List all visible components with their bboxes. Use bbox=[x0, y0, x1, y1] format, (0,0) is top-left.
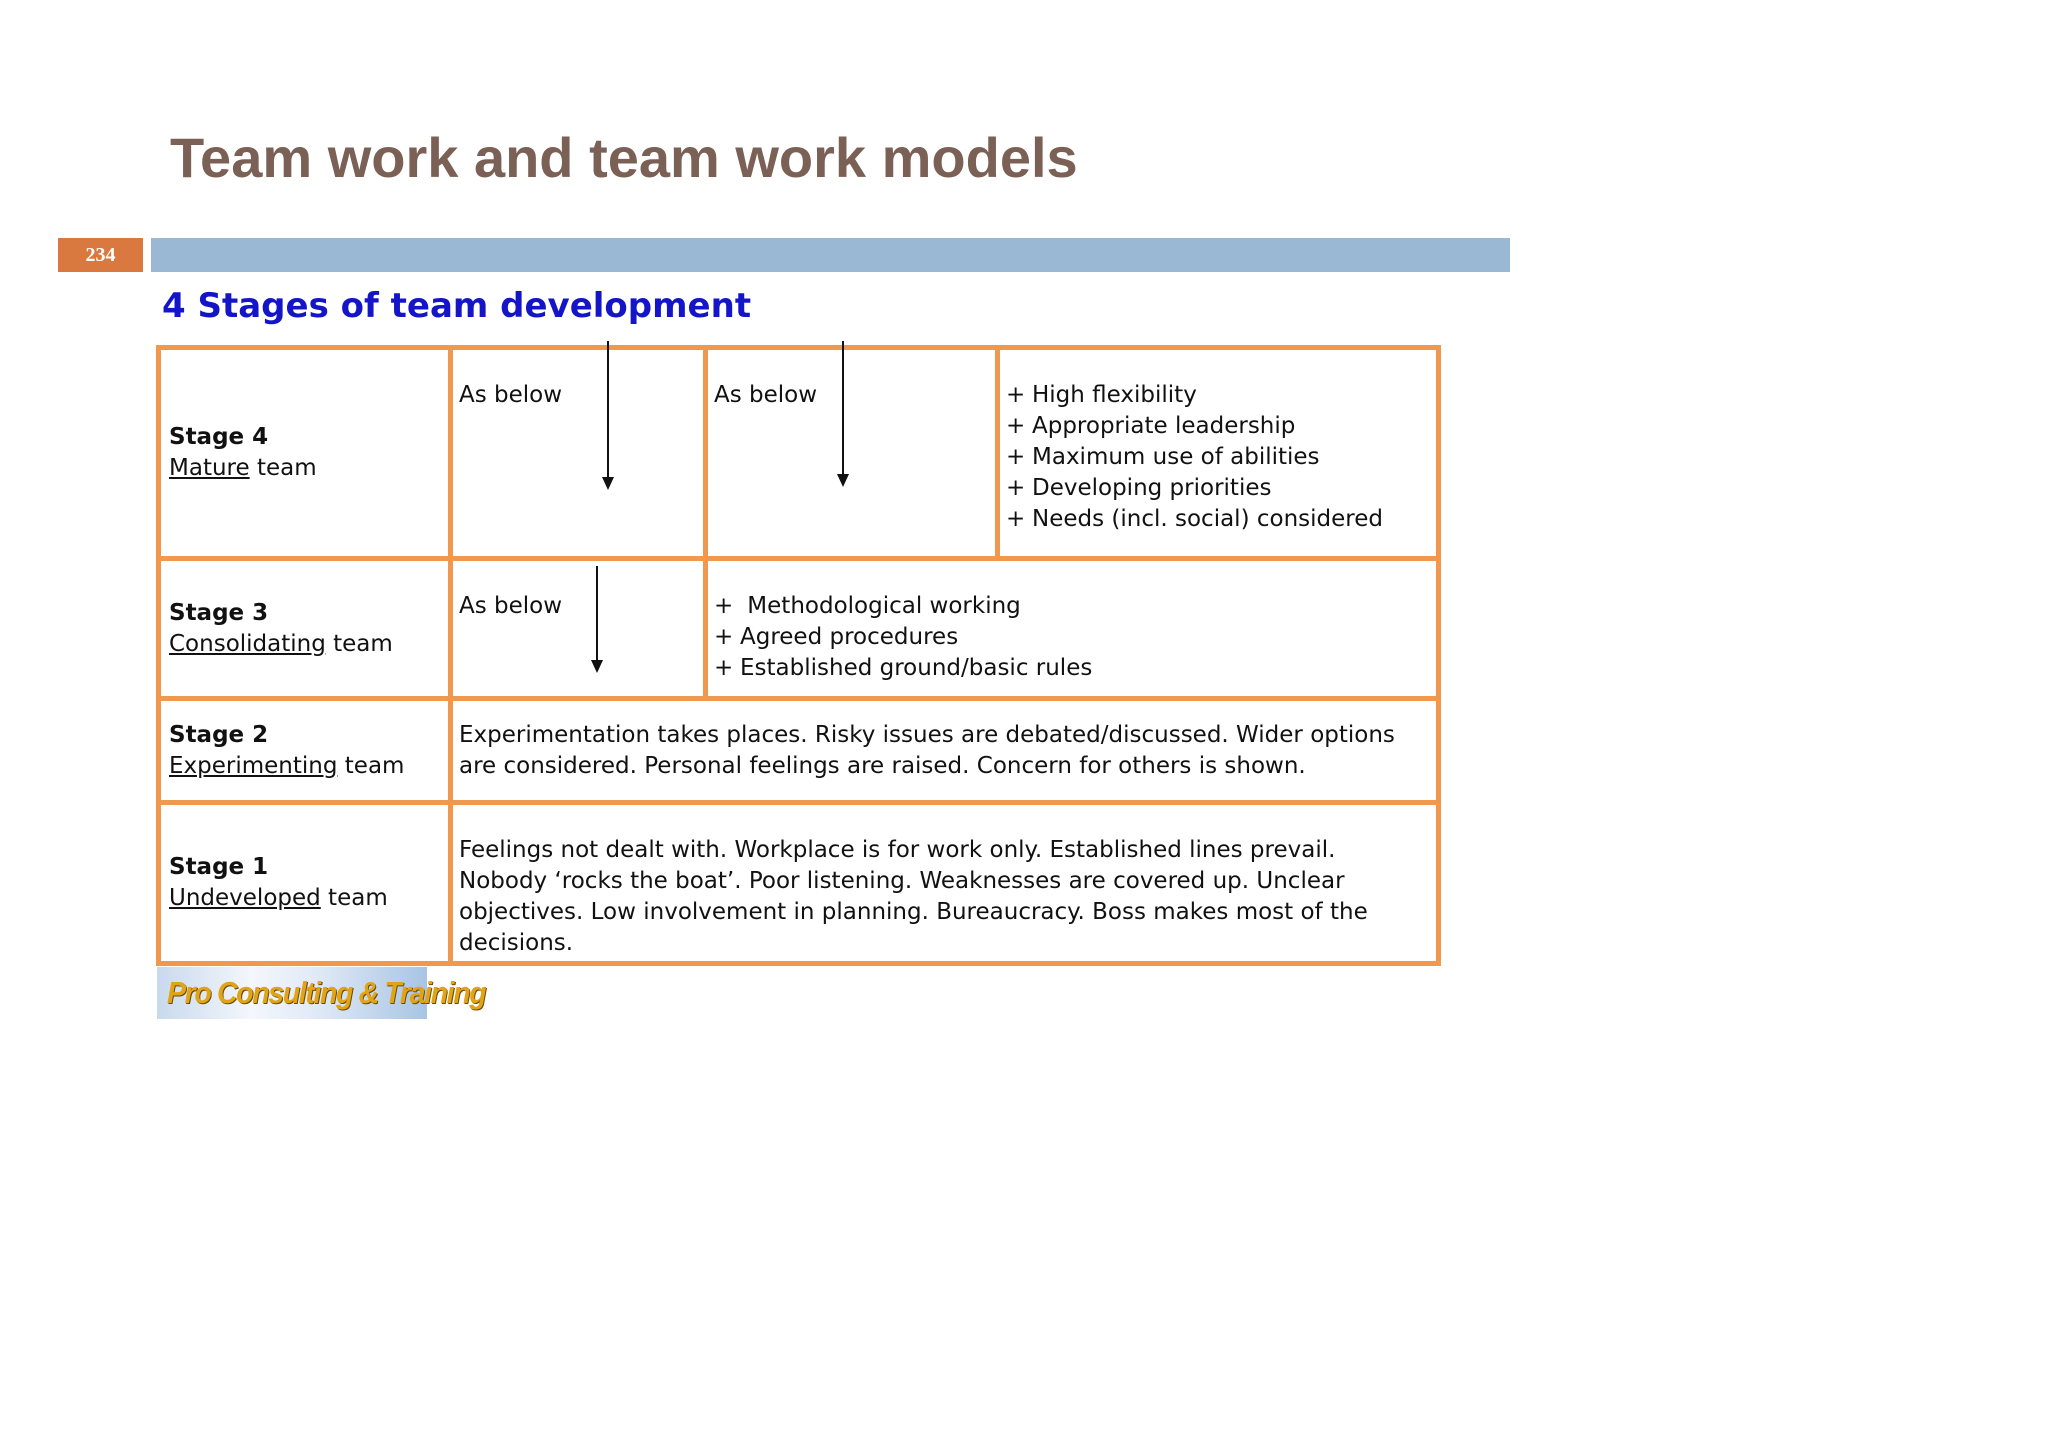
list-item bbox=[1006, 411, 1430, 442]
stage-label-cell bbox=[159, 348, 451, 559]
list-item bbox=[1006, 473, 1430, 504]
list-item bbox=[1006, 380, 1430, 411]
down-arrow-icon bbox=[600, 341, 616, 491]
list-item-text: Maximum use of abilities bbox=[1032, 444, 1320, 470]
table-row-stage-4 bbox=[159, 348, 1439, 559]
stage-3-traits-cell bbox=[706, 559, 1439, 699]
stage-type-word: Mature bbox=[169, 455, 250, 481]
table-row-stage-1 bbox=[159, 803, 1439, 964]
stage-type-suffix: team bbox=[337, 752, 405, 779]
as-below-text: As below bbox=[714, 382, 818, 408]
plus-icon: + bbox=[714, 655, 734, 681]
list-item-text: High flexibility bbox=[1032, 382, 1197, 408]
logo-text: Pro Consulting & Training bbox=[167, 975, 486, 1010]
header-bar bbox=[151, 238, 1510, 272]
as-below-cell bbox=[451, 348, 706, 559]
table-row-stage-3 bbox=[159, 559, 1439, 699]
page-number-badge: 234 bbox=[58, 238, 143, 272]
list-item bbox=[1006, 504, 1430, 535]
stage-label-cell bbox=[159, 699, 451, 803]
plus-icon: + bbox=[1006, 444, 1026, 470]
list-item-text: Appropriate leadership bbox=[1032, 413, 1296, 439]
stage-label-cell bbox=[159, 803, 451, 964]
down-arrow-icon bbox=[835, 341, 851, 491]
list-item-text: Needs (incl. social) considered bbox=[1032, 506, 1383, 532]
table-row-stage-2 bbox=[159, 699, 1439, 803]
stage-2-description-cell bbox=[451, 699, 1439, 803]
stage-type bbox=[169, 453, 448, 484]
list-item bbox=[1006, 442, 1430, 473]
stage-type bbox=[169, 751, 448, 782]
stage-name: Stage 4 bbox=[169, 424, 269, 450]
list-item bbox=[714, 591, 1430, 622]
stages-table bbox=[156, 345, 1441, 966]
plus-icon: + bbox=[714, 593, 734, 619]
plus-icon: + bbox=[1006, 382, 1026, 408]
stage-type-suffix: team bbox=[249, 455, 317, 481]
stage-name: Stage 2 bbox=[169, 721, 269, 748]
stage-label-cell bbox=[159, 559, 451, 699]
list-item-text: Established ground/basic rules bbox=[740, 655, 1093, 681]
stage-1-description-cell bbox=[451, 803, 1439, 964]
stage-type-word: Experimenting bbox=[169, 752, 338, 779]
list-item bbox=[714, 622, 1430, 653]
stage-2-description: Experimentation takes places. Risky issues are debated/discussed. Wider options are considered. Personal feelings are raised. Concern for others is shown. bbox=[459, 721, 1395, 779]
stage-name: Stage 3 bbox=[169, 599, 269, 626]
stage-type-word: Consolidating bbox=[169, 630, 326, 657]
list-item-text: Developing priorities bbox=[1032, 475, 1272, 501]
as-below-text: As below bbox=[459, 593, 563, 619]
stage-1-description: Feelings not dealt with. Workplace is for work only. Established lines prevail. Nobody ‘rocks the boat’. Poor listening. Weaknesses are covered up. Unclear objectives. Low involvement in planning. Bureaucracy. Boss makes most of the decisions. bbox=[459, 837, 1368, 956]
down-arrow-icon bbox=[589, 566, 605, 676]
stage-4-traits-cell bbox=[998, 348, 1439, 559]
company-logo bbox=[157, 967, 486, 1019]
as-below-text: As below bbox=[459, 382, 563, 408]
stage-name: Stage 1 bbox=[169, 854, 269, 880]
stage-type-word: Undeveloped bbox=[169, 885, 321, 911]
plus-icon: + bbox=[714, 624, 734, 650]
stage-type bbox=[169, 629, 448, 660]
list-item-text: Agreed procedures bbox=[740, 624, 959, 650]
plus-icon: + bbox=[1006, 506, 1026, 532]
plus-icon: + bbox=[1006, 475, 1026, 501]
stage-type bbox=[169, 883, 448, 914]
list-item-text: Methodological working bbox=[740, 593, 1021, 619]
stage-3-traits-list bbox=[708, 561, 1436, 684]
stage-type-suffix: team bbox=[325, 630, 393, 657]
as-below-cell bbox=[451, 559, 706, 699]
section-subtitle: 4 Stages of team development bbox=[162, 286, 752, 326]
stage-type-suffix: team bbox=[320, 885, 388, 911]
stage-4-traits-list bbox=[1000, 350, 1436, 535]
slide-title: Team work and team work models bbox=[170, 126, 1078, 189]
as-below-cell bbox=[706, 348, 998, 559]
plus-icon: + bbox=[1006, 413, 1026, 439]
list-item bbox=[714, 653, 1430, 684]
